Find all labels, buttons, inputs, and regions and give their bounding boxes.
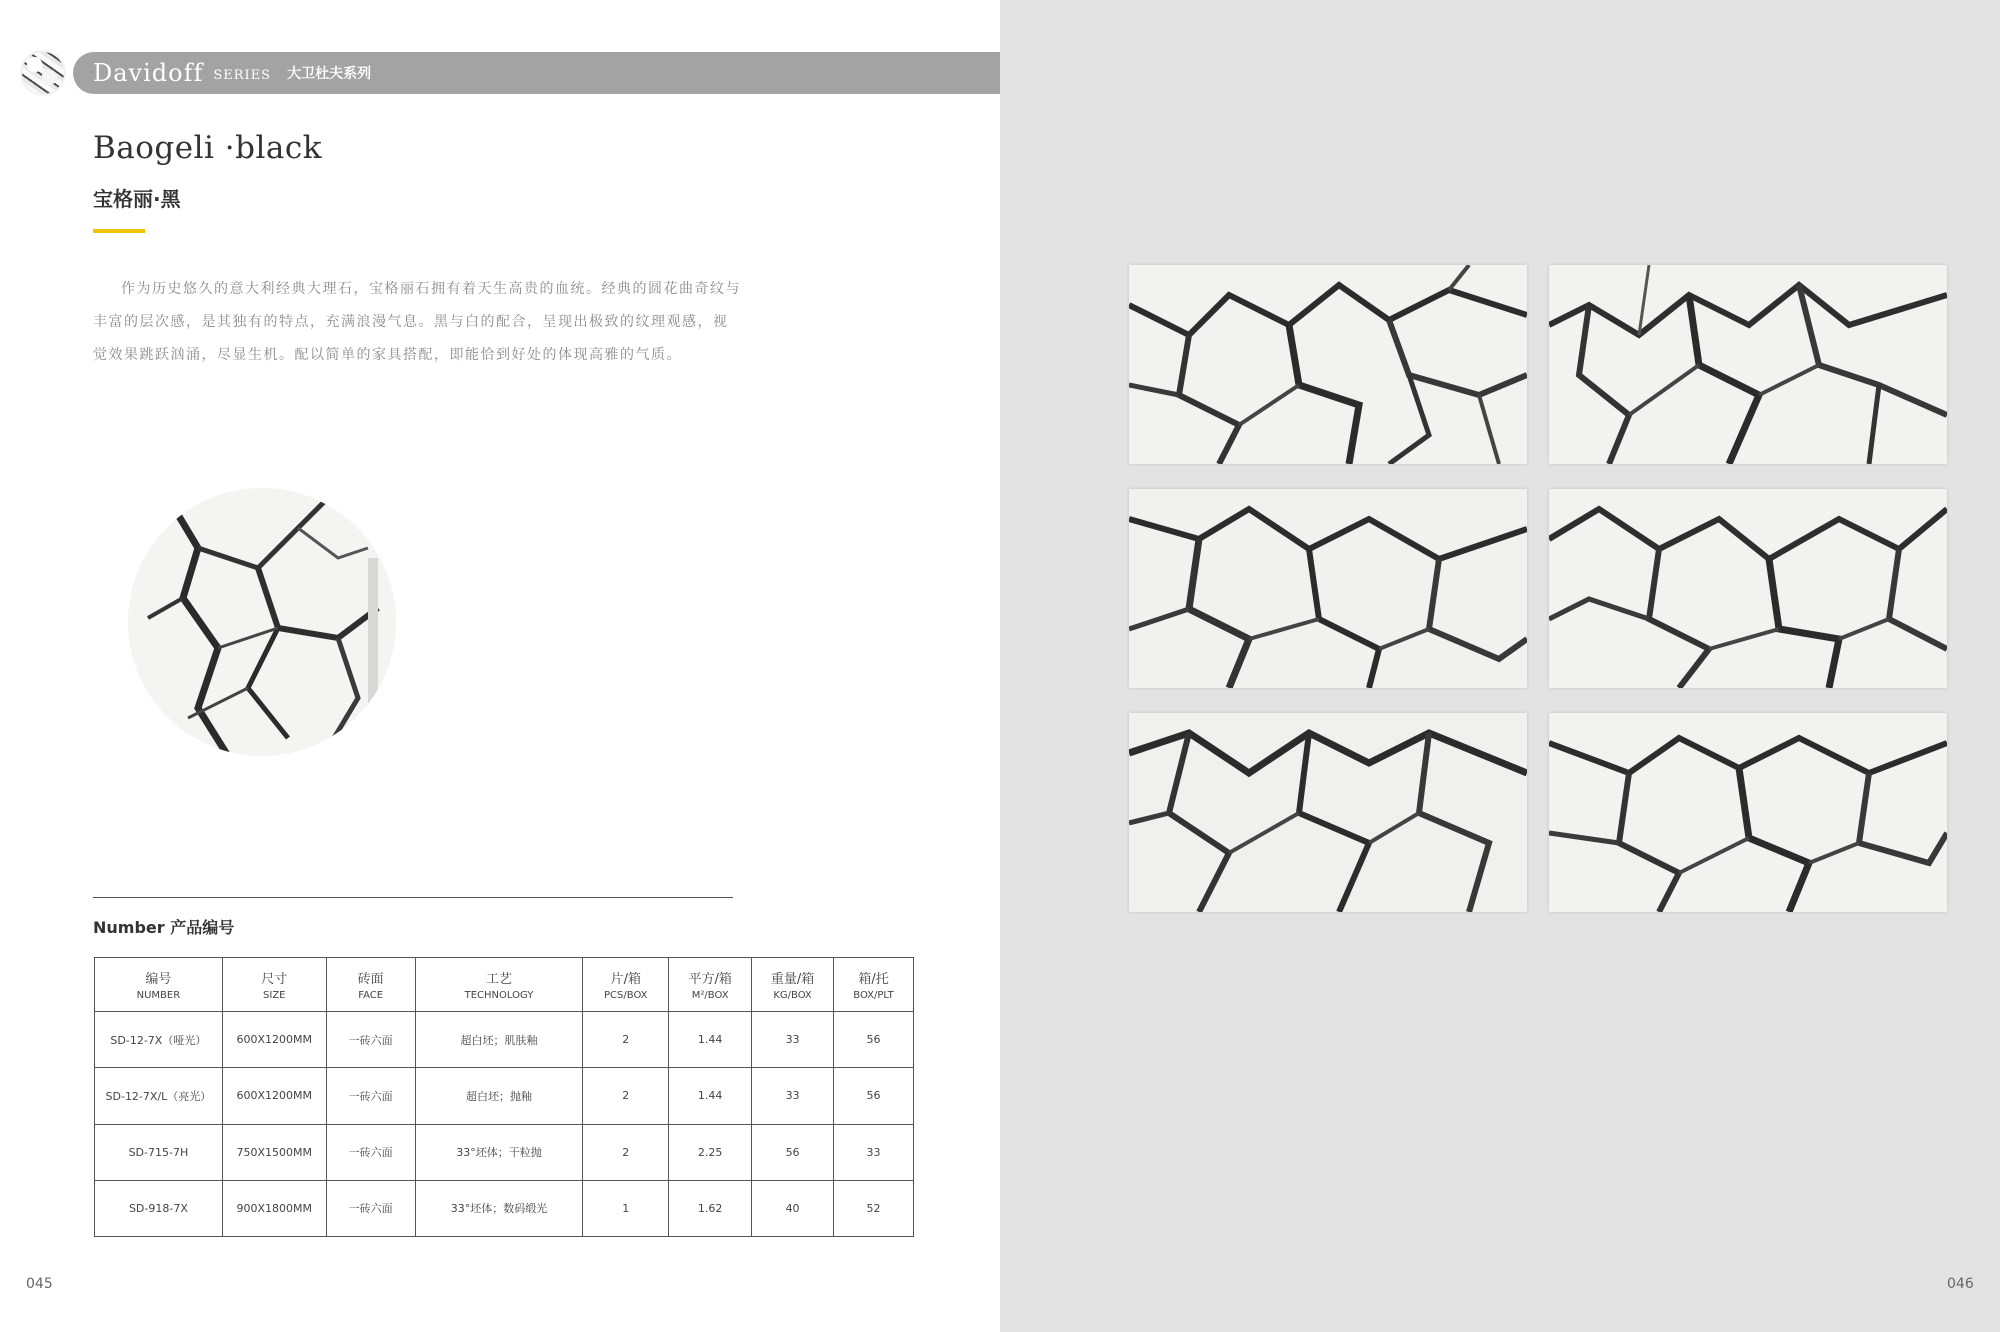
- column-header: 平方/箱 M²/BOX: [669, 958, 752, 1012]
- table-cell: 33°坯体；数码缎光: [415, 1180, 583, 1236]
- table-cell: 超白坯；抛釉: [415, 1068, 583, 1124]
- column-header: 箱/托 BOX/PLT: [834, 958, 914, 1012]
- table-cell: SD-715-7H: [95, 1124, 223, 1180]
- series-header-bar: [73, 52, 1000, 94]
- table-cell: 52: [834, 1180, 914, 1236]
- table-cell: 一砖六面: [326, 1068, 415, 1124]
- table-cell: 33: [752, 1012, 834, 1068]
- table-cell: 1.44: [669, 1068, 752, 1124]
- series-name: Davidoff: [93, 59, 204, 87]
- table-cell: 2: [583, 1012, 669, 1068]
- table-cell: 33°坯体；干粒抛: [415, 1124, 583, 1180]
- table-cell: 2: [583, 1068, 669, 1124]
- table-cell: 1.44: [669, 1012, 752, 1068]
- marble-tile-image: [1549, 265, 1947, 464]
- table-cell: 750X1500MM: [222, 1124, 326, 1180]
- table-cell: SD-918-7X: [95, 1180, 223, 1236]
- product-description: 作为历史悠久的意大利经典大理石，宝格丽石拥有着天生高贵的血统。经典的圆花曲奇纹与丰富的层次感，是其独有的特点，充满浪漫气息。黑与白的配合，呈现出极致的纹理观感，视觉效果跳跃汹涌，尽显生机。配以简单的家具搭配，即能恰到好处的体现高雅的气质。: [93, 281, 741, 363]
- table-cell: 900X1800MM: [222, 1180, 326, 1236]
- product-title: Baogeli ·black: [93, 130, 323, 166]
- marble-tile-image: [1129, 265, 1527, 464]
- product-title-cn: 宝格丽·黑: [93, 187, 181, 211]
- table-cell: 1.62: [669, 1180, 752, 1236]
- right-page: [1000, 0, 2000, 1332]
- table-cell: SD-12-7X/L（亮光）: [95, 1068, 223, 1124]
- marble-tile-image: [1129, 489, 1527, 688]
- table-cell: 一砖六面: [326, 1124, 415, 1180]
- series-name-cn: 大卫杜夫系列: [287, 66, 372, 82]
- table-row: [95, 1180, 914, 1236]
- section-divider: [93, 897, 733, 898]
- table-row: [95, 1124, 914, 1180]
- table-cell: 一砖六面: [326, 1180, 415, 1236]
- number-heading: Number 产品编号: [93, 918, 235, 937]
- table-cell: 2.25: [669, 1124, 752, 1180]
- table-cell: 33: [834, 1124, 914, 1180]
- table-row: [95, 1068, 914, 1124]
- marble-tile-image: [1549, 713, 1947, 912]
- page-number-left: 045: [26, 1276, 53, 1292]
- column-header: 尺寸 SIZE: [222, 958, 326, 1012]
- table-header-row: [95, 958, 914, 1012]
- table-cell: 超白坯；肌肤釉: [415, 1012, 583, 1068]
- table-cell: 56: [834, 1068, 914, 1124]
- table-cell: 33: [752, 1068, 834, 1124]
- marble-swatch-image: [128, 488, 396, 756]
- table-cell: SD-12-7X（哑光）: [95, 1012, 223, 1068]
- column-header: 重量/箱 KG/BOX: [752, 958, 834, 1012]
- table-cell: 600X1200MM: [222, 1012, 326, 1068]
- marble-tile-image: [1129, 713, 1527, 912]
- table-cell: 56: [834, 1012, 914, 1068]
- table-row: [95, 1012, 914, 1068]
- table-cell: 56: [752, 1124, 834, 1180]
- column-header: 编号 NUMBER: [95, 958, 223, 1012]
- table-cell: 一砖六面: [326, 1012, 415, 1068]
- table-cell: 1: [583, 1180, 669, 1236]
- table-cell: 600X1200MM: [222, 1068, 326, 1124]
- page-number-right: 046: [1947, 1276, 1974, 1292]
- column-header: 砖面 FACE: [326, 958, 415, 1012]
- table-cell: 40: [752, 1180, 834, 1236]
- accent-line: [93, 229, 145, 233]
- marble-tile-image: [1549, 489, 1947, 688]
- column-header: 工艺 TECHNOLOGY: [415, 958, 583, 1012]
- series-logo-icon: [20, 50, 66, 96]
- series-sub: series: [213, 62, 272, 84]
- spec-table: [94, 957, 914, 1237]
- table-cell: 2: [583, 1124, 669, 1180]
- column-header: 片/箱 PCS/BOX: [583, 958, 669, 1012]
